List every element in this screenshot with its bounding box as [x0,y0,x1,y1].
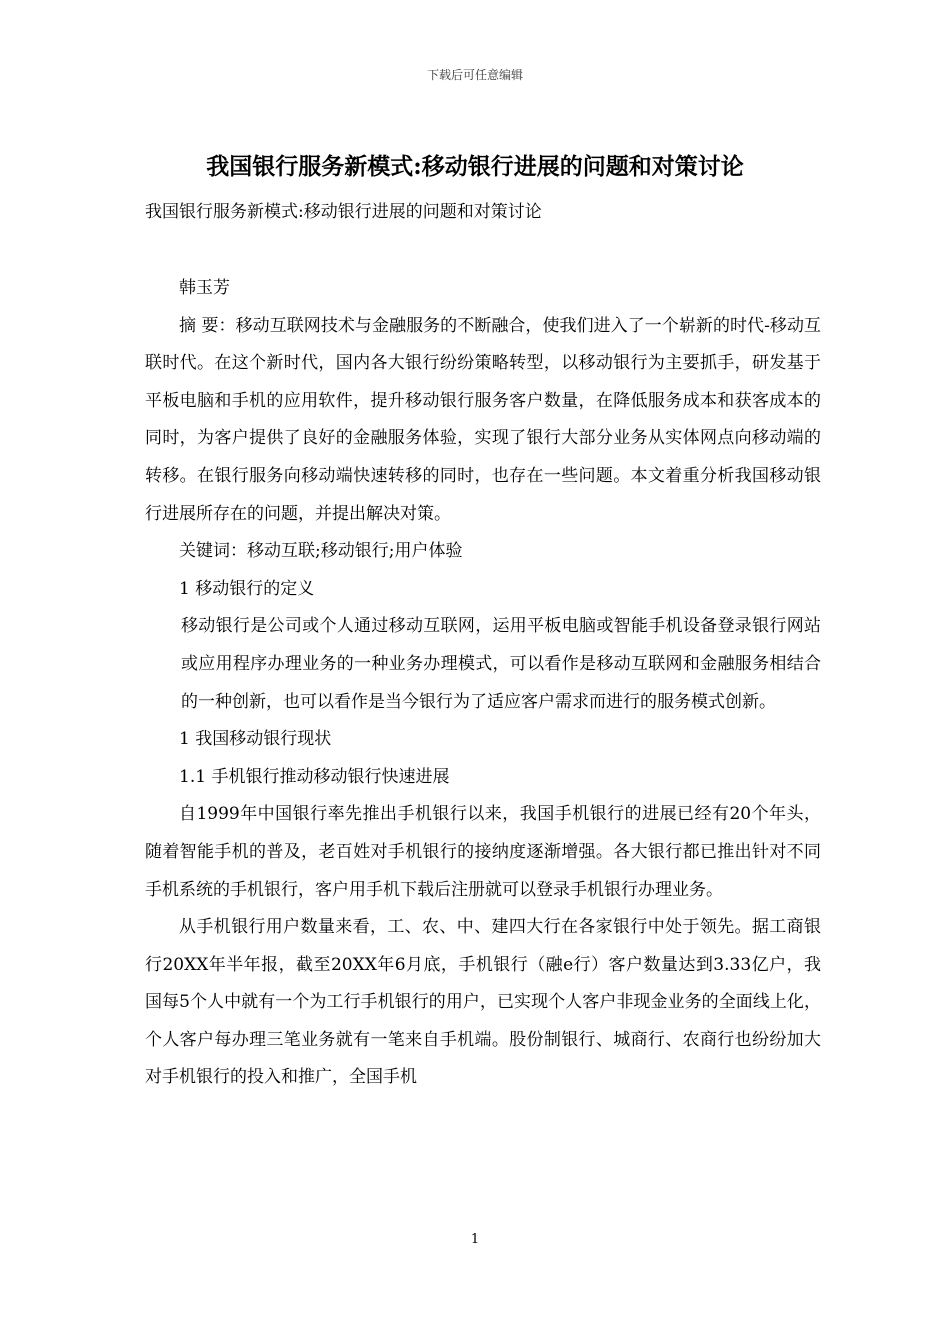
section-heading: 1 移动银行的定义 [179,578,315,599]
subsection-heading: 1.1 手机银行推动移动银行快速进展 [179,766,450,787]
abstract-paragraph: 摘 要：移动互联网技术与金融服务的不断融合，使我们进入了一个崭新的时代-移动互联时代。在这个新时代，国内各大银行纷纷策略转型，以移动银行为主要抓手，研发基于平板电脑和手机的应用软件，提升移动银行服务客户数量，在降低服务成本和获客成本的同时，为客户提供了良好的金融服务体验，实现了银行大部分业务从实体网点向移动端的转移。在银行服务向移动端快速转移的同时，也存在一些问题。本文着重分析我国移动银行进展所存在的问题，并提出解决对策。 [145,315,821,524]
document-subtitle: 我国银行服务新模式:移动银行进展的问题和对策讨论 [145,202,542,222]
section-heading: 1 我国移动银行现状 [179,729,332,750]
body-paragraph: 自1999年中国银行率先推出手机银行以来，我国手机银行的进展已经有20个年头，随着智能手机的普及，老百姓对手机银行的接纳度逐渐增强。各大银行都已推出针对不同手机系统的手机银行，客户用手机下载后注册就可以登录手机银行办理业务。 [145,804,821,900]
page-number: 1 [470,1232,480,1247]
document-body [145,270,821,1097]
body-paragraph: 移动银行是公司或个人通过移动互联网，运用平板电脑或智能手机设备登录银行网站或应用程序办理业务的一种业务办理模式，可以看作是移动互联网和金融服务相结合的一种创新，也可以看作是当今银行为了适应客户需求而进行的服务模式创新。 [181,616,821,712]
body-paragraph: 从手机银行用户数量来看，工、农、中、建四大行在各家银行中处于领先。据工商银行20XX年半年报，截至20XX年6月底，手机银行（融e行）客户数量达到3.33亿户，我国每5个人中就有一个为工行手机银行的用户，已实现个人客户非现金业务的全面线上化，个人客户每办理三笔业务就有一笔来自手机端。股份制银行、城商行、农商行也纷纷加大对手机银行的投入和推广，全国手机 [145,917,821,1088]
document-title: 我国银行服务新模式:移动银行进展的问题和对策讨论 [206,153,744,180]
header-note: 下载后可任意编辑 [426,68,523,82]
keywords-line: 关键词：移动互联;移动银行;用户体验 [179,541,463,562]
author-line: 韩玉芳 [179,278,230,298]
